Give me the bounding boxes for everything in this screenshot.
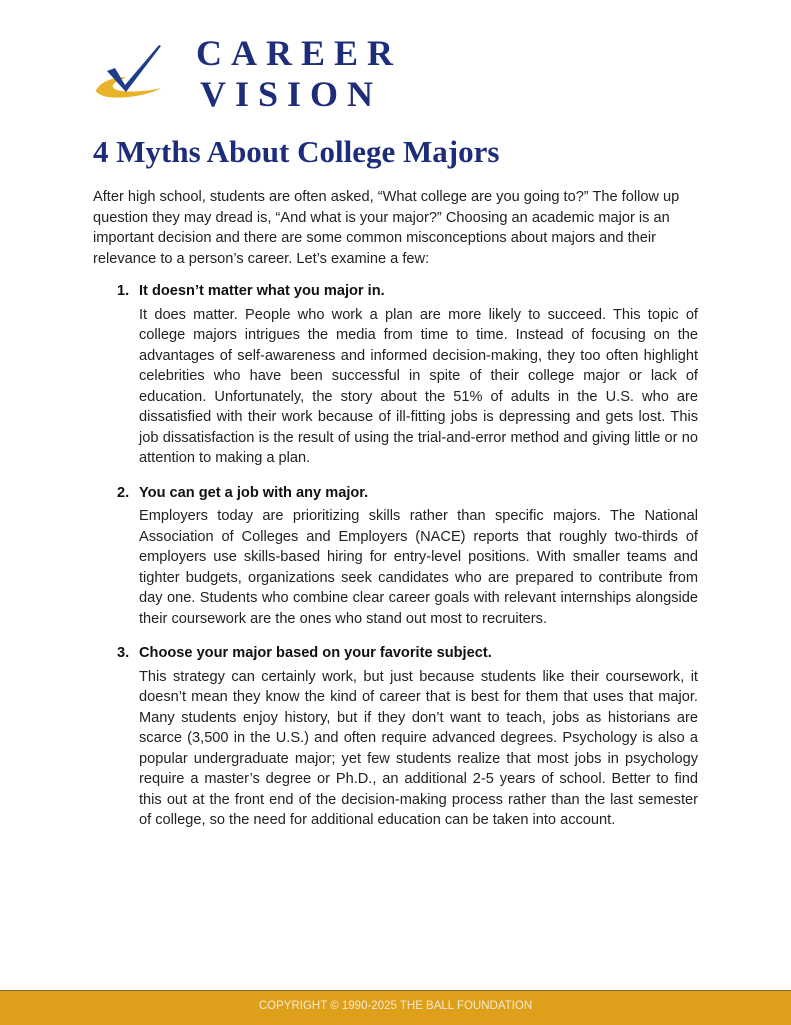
myth-title: You can get a job with any major. [139,484,369,501]
myth-title: It doesn’t matter what you major in. [139,283,385,299]
myths-list [93,281,698,845]
checkmark-swoosh-icon [93,41,165,101]
myth-item [93,281,698,469]
myth-item [93,483,698,630]
myth-title: Choose your major based on your favorite subject. [139,645,492,661]
myth-body: Employers today are prioritizing skills rather than specific majors. The National Association of Colleges and Employers (NACE) reports that roughly two-thirds of employers use skills-based hiring for entry-level positions. With smaller teams and tighter budgets, organizations seek candidates who are prepared to contribute from day one. Students who combine clear career goals with relevant internships alongside their coursework are the ones who stand out most to recruiters. [139,508,698,627]
career-vision-logo [93,33,403,114]
brand-line-1: CAREER [196,33,403,73]
myth-body: It does matter. People who work a plan are more likely to succeed. This topic of college majors intrigues the media from time to time. Instead of focusing on the advantages of self-awareness and informed decision-making, they too often highlight celebrities who have been successful in spite of their college major or lack of education. Unfortunately, the story about the 51% of adults in the U.S. who are dissatisfied with their work because of ill-fitting jobs is depressing and gets lost. This job dissatisfaction is the result of using the trial-and-error method and giving little or no attention to making a plan. [139,306,698,466]
myth-number: 1. [117,283,130,299]
myth-number: 3. [117,645,130,661]
myth-body: This strategy can certainly work, but just because students like their coursework, it doesn’t mean they know the kind of career that is best for them that uses that major. Many students enjoy history, but if they don’t want to teach, jobs as historians are scarce (3,500 in the U.S.) and often require advanced degrees. Psychology is also a popular undergraduate major; yet few students realize that most jobs in psychology require a master’s degree or Ph.D., an additional 2-5 years of school. Better to find this out at the front end of the decision-making process rather than the last semester of college, so the need for additional education can be taken into account. [139,668,698,828]
brand-line-2: VISION [200,74,383,114]
myth-item [93,643,698,831]
footer-bar [0,990,791,1025]
brand-wordmark [196,33,402,115]
copyright-text: COPYRIGHT © 1990-2025 THE BALL FOUNDATION [258,1000,533,1012]
intro-paragraph: After high school, students are often asked, “What college are you going to?” The follow up question they may dread is, “And what is your major?” Choosing an academic major is an important decision and there are some common misconceptions about majors and their relevance to a person’s career. Let’s examine a few: [93,189,680,267]
page-title: 4 Myths About College Majors [93,134,500,169]
myth-number: 2. [117,484,130,501]
